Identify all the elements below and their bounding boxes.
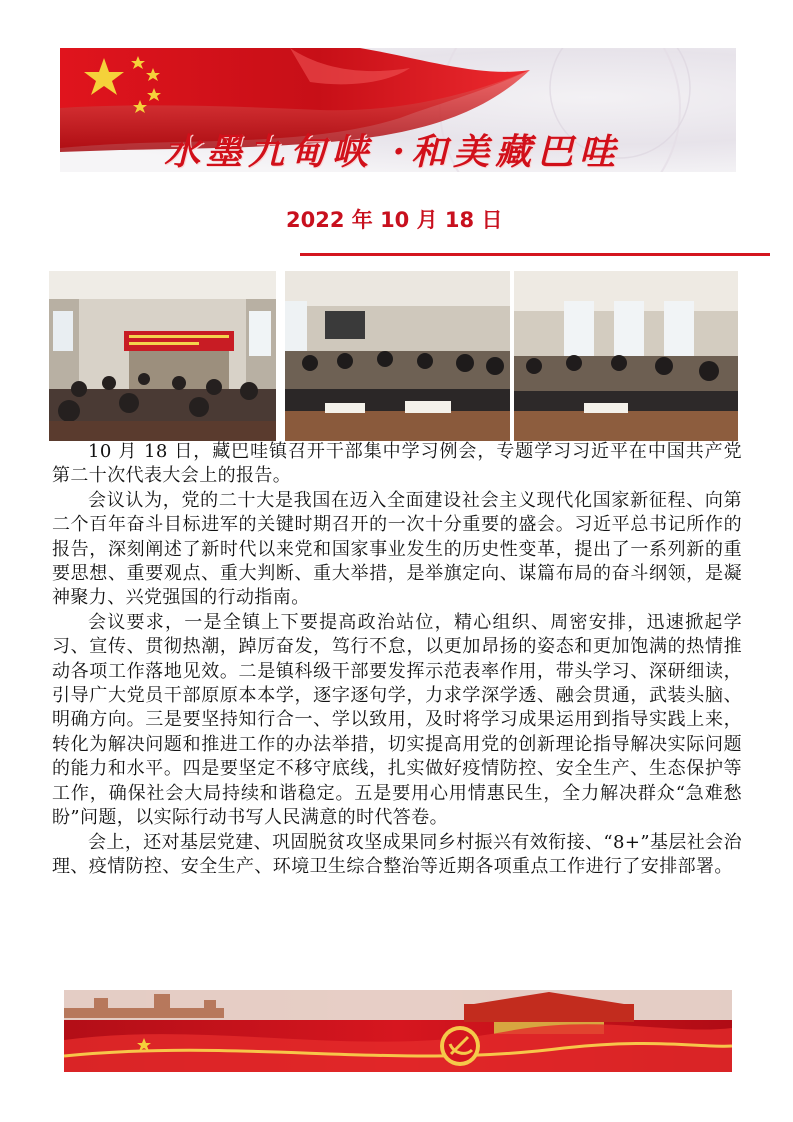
header-banner <box>60 48 736 172</box>
publish-date: 2022 年 10 月 18 日 <box>286 208 503 232</box>
footer-banner <box>64 990 732 1072</box>
article-paragraph: 会上，还对基层党建、巩固脱贫攻坚成果同乡村振兴有效衔接、“8+”基层社会治理、疫情防控、安全生产、环境卫生综合整治等近期各项重点工作进行了安排部署。 <box>52 831 742 877</box>
meeting-photo-side <box>514 271 738 441</box>
article-paragraph: 会议认为，党的二十大是我国在迈入全面建设社会主义现代化国家新征程、向第二个百年奋斗目标进军的关键时期召开的一次十分重要的盛会。习近平总书记所作的报告，深刻阐述了新时代以来党和国家事业发生的历史性变革，提出了一系列新的重要思想、重要观点、重大判断、重大举措，是举旗定向、谋篇布局的奋斗纲领，是凝神聚力、兴党强国的行动指南。 <box>52 489 742 609</box>
article-body <box>52 440 742 879</box>
party-emblem-icon <box>440 1026 480 1066</box>
article-paragraph: 会议要求，一是全镇上下要提高政治站位，精心组织、周密安排，迅速掀起学习、宣传、贯彻热潮，踔厉奋发，笃行不怠，以更加昂扬的姿态和更加饱满的热情推动各项工作落地见效。二是镇科级干部要发挥示范表率作用，带头学习、深研细读，引导广大党员干部原原本本学，逐字逐句学，力求学深学透、融会贯通，武装头脑、明确方向。三是要坚持知行合一、学以致用，及时将学习成果运用到指导实践上来，转化为解决问题和推进工作的办法举措，切实提高用党的创新理论指导解决实际问题的能力和水平。四是要坚定不移守底线，扎实做好疫情防控、安全生产、生态保护等工作，确保社会大局持续和谐稳定。五是要用心用情惠民生，全力解决群众“急难愁盼”问题，以实际行动书写人民满意的时代答卷。 <box>52 611 742 829</box>
banner-title: 水墨九甸峡 ·和美藏巴哇 <box>164 131 622 172</box>
meeting-photo-desks <box>285 271 510 441</box>
date-divider <box>300 253 770 256</box>
article-paragraph: 10 月 18 日，藏巴哇镇召开干部集中学习例会，专题学习习近平在中国共产党第二十次代表大会上的报告。 <box>52 441 742 487</box>
meeting-photo-stage <box>49 271 276 441</box>
